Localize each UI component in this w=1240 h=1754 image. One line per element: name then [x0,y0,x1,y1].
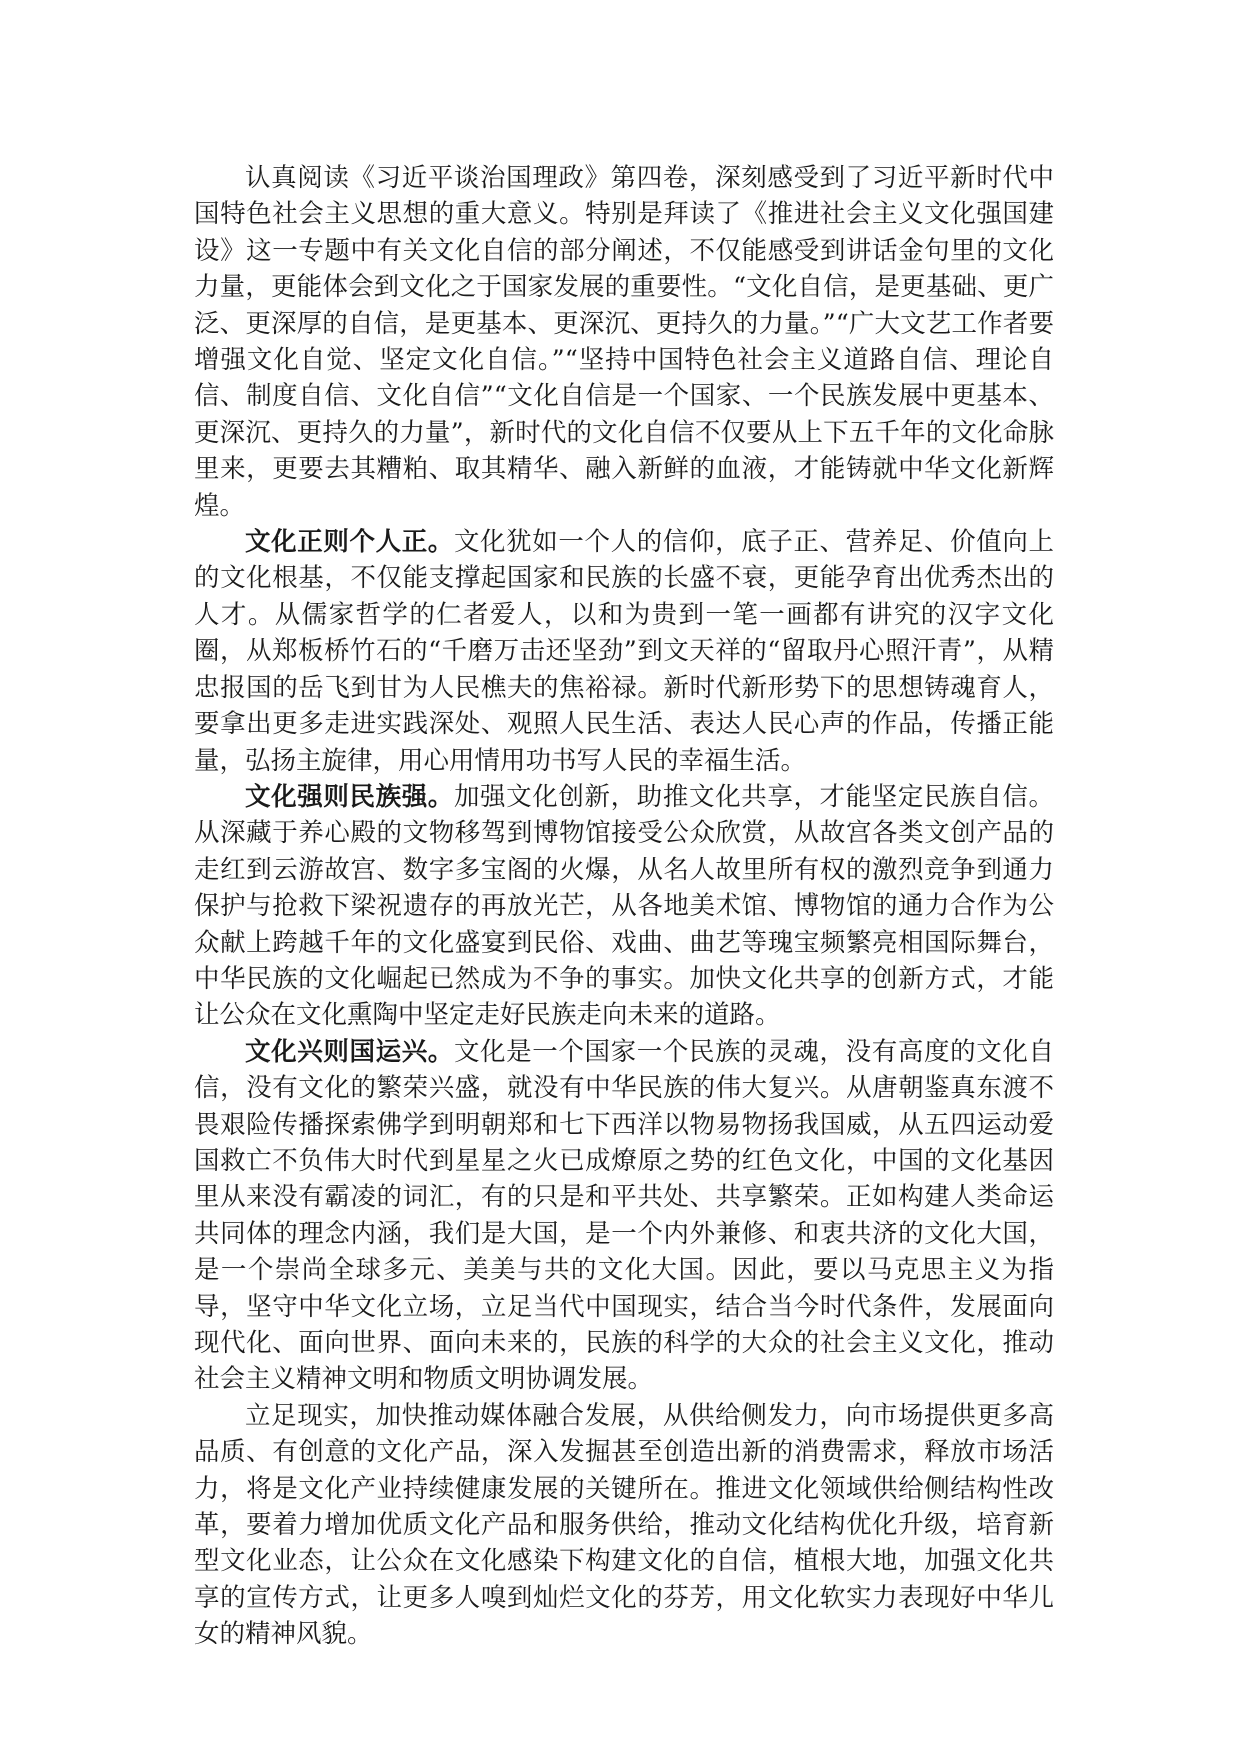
paragraph-culture-individual [194,524,1054,779]
paragraph-text: 认真阅读《习近平谈治国理政》第四卷，深刻感受到了习近平新时代中国特色社会主义思想的重大意义。特别是拜读了《推进社会主义文化强国建设》这一专题中有关文化自信的部分阐述，不仅能感受到讲话金句里的文化力量，更能体会到文化之于国家发展的重要性。“文化自信，是更基础、更广泛、更深厚的自信，是更基本、更深沉、更持久的力量。”“广大文艺工作者要增强文化自觉、坚定文化自信。”“坚持中国特色社会主义道路自信、理论自信、制度自信、文化自信”“文化自信是一个国家、一个民族发展中更基本、更深沉、更持久的力量”，新时代的文化自信不仅要从上下五千年的文化命脉里来，更要去其糟粕、取其精华、融入新鲜的血液，才能铸就中华文化新辉煌。 [194,163,1054,521]
paragraph-heading: 文化强则民族强。 [245,781,454,812]
paragraph-text: 加强文化创新，助推文化共享，才能坚定民族自信。从深藏于养心殿的文物移驾到博物馆接受公众欣赏，从故宫各类文创产品的走红到云游故宫、数字多宝阁的火爆，从名人故里所有权的激烈竞争到通力保护与抢救下梁祝遗存的再放光芒，从各地美术馆、博物馆的通力合作为公众献上跨越千年的文化盛宴到民俗、戏曲、曲艺等瑰宝频繁亮相国际舞台，中华民族的文化崛起已然成为不争的事实。加快文化共享的创新方式，才能让公众在文化熏陶中坚定走好民族走向未来的道路。 [194,781,1054,1031]
paragraph-text: 立足现实，加快推动媒体融合发展，从供给侧发力，向市场提供更多高品质、有创意的文化产品，深入发掘甚至创造出新的消费需求，释放市场活力，将是文化产业持续健康发展的关键所在。推进文化领域供给侧结构性改革，要着力增加优质文化产品和服务供给，推动文化结构优化升级，培育新型文化业态，让公众在文化感染下构建文化的自信，植根大地，加强文化共享的宣传方式，让更多人嗅到灿烂文化的芬芳，用文化软实力表现好中华儿女的精神风貌。 [194,1400,1054,1650]
paragraph-culture-nation [194,779,1054,1034]
paragraph-heading: 文化正则个人正。 [245,527,454,558]
paragraph-conclusion [194,1398,1054,1653]
paragraph-culture-country [194,1034,1054,1398]
paragraph-intro [194,160,1054,524]
document-body [194,160,1054,1653]
paragraph-text: 文化犹如一个人的信仰，底子正、营养足、价值向上的文化根基，不仅能支撑起国家和民族的长盛不衰，更能孕育出优秀杰出的人才。从儒家哲学的仁者爱人，以和为贵到一笔一画都有讲究的汉字文化圈，从郑板桥竹石的“千磨万击还坚劲”到文天祥的“留取丹心照汗青”，从精忠报国的岳飞到甘为人民樵夫的焦裕禄。新时代新形势下的思想铸魂育人，要拿出更多走进实践深处、观照人民生活、表达人民心声的作品，传播正能量，弘扬主旋律，用心用情用功书写人民的幸福生活。 [194,527,1054,776]
paragraph-heading: 文化兴则国运兴。 [245,1036,454,1067]
paragraph-text: 文化是一个国家一个民族的灵魂，没有高度的文化自信，没有文化的繁荣兴盛，就没有中华民族的伟大复兴。从唐朝鉴真东渡不畏艰险传播探索佛学到明朝郑和七下西洋以物易物扬我国威，从五四运动爱国救亡不负伟大时代到星星之火已成燎原之势的红色文化，中国的文化基因里从来没有霸凌的词汇，有的只是和平共处、共享繁荣。正如构建人类命运共同体的理念内涵，我们是大国，是一个内外兼修、和衷共济的文化大国，是一个崇尚全球多元、美美与共的文化大国。因此，要以马克思主义为指导，坚守中华文化立场，立足当代中国现实，结合当今时代条件，发展面向现代化、面向世界、面向未来的，民族的科学的大众的社会主义文化，推动社会主义精神文明和物质文明协调发展。 [194,1036,1054,1395]
